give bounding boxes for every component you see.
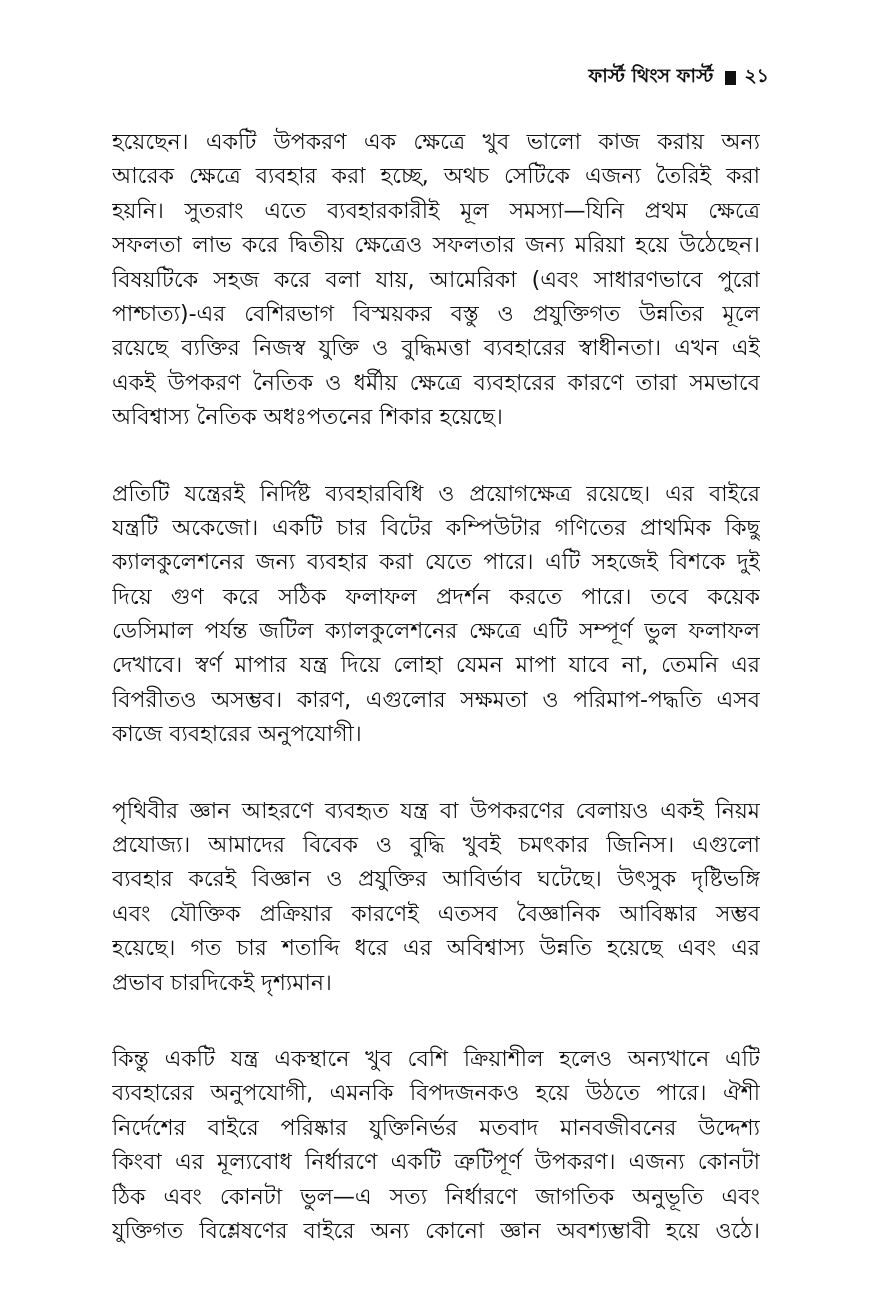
text-line: আরেক ক্ষেত্রে ব্যবহার করা হচ্ছে, অথচ সেটিকে এজন্য তৈরিই করা [112,164,760,190]
text-line: সফলতা লাভ করে দ্বিতীয় ক্ষেত্রেও সফলতার জন্য মরিয়া হয়ে উঠেছেন। [112,233,760,259]
text-line: যন্ত্রটি অকেজো। একটি চার বিটের কম্পিউটার গণিতের প্রাথমিক কিছু [112,515,760,541]
text-line: পৃথিবীর জ্ঞান আহরণে ব্যবহৃত যন্ত্র বা উপকরণের বেলায়ও একই নিয়ম [112,798,760,824]
running-header [588,62,769,94]
text-line: কিংবা এর মূল্যবোধ নির্ধারণে একটি ত্রুটিপূর্ণ উপকরণ। এজন্য কোনটা [112,1150,760,1176]
text-line: ডেসিমাল পর্যন্ত জটিল ক্যালকুলেশনের ক্ষেত্রে এটি সম্পূর্ণ ভুল ফলাফল [112,619,760,645]
text-line: বিষয়টিকে সহজ করে বলা যায়, আমেরিকা (এবং সাধারণভাবে পুরো [112,267,760,293]
text-line: একই উপকরণ নৈতিক ও ধর্মীয় ক্ষেত্রে ব্যবহারের কারণে তারা সমভাবে [112,370,760,396]
text-line: বিপরীতও অসম্ভব। কারণ, এগুলোর সক্ষমতা ও পরিমাপ-পদ্ধতি এসব [112,687,760,713]
text-line: অবিশ্বাস্য নৈতিক অধঃপতনের শিকার হয়েছে। [112,405,503,431]
text-line: হয়নি। সুতরাং এতে ব্যবহারকারীই মূল সমস্যা—যিনি প্রথম ক্ষেত্রে [112,198,760,224]
text-line: কিন্তু একটি যন্ত্র একস্থানে খুব বেশি ক্রিয়াশীল হলেও অন্যখানে এটি [112,1046,760,1072]
text-line: কাজে ব্যবহারের অনুপযোগী। [112,722,362,748]
text-line: ক্যালকুলেশনের জন্য ব্যবহার করা যেতে পারে। এটি সহজেই বিশকে দুই [112,550,760,576]
running-title: ফার্স্ট থিংস ফার্স্ট [588,65,714,87]
text-line: ব্যবহারের অনুপযোগী, এমনকি বিপদজনকও হয়ে উঠতে পারে। ঐশী [112,1081,760,1107]
text-line: পাশ্চাত্য)-এর বেশিরভাগ বিস্ময়কর বস্তু ও প্রযুক্তিগত উন্নতির মূলে [112,301,760,327]
text-line: প্রভাব চারদিকেই দৃশ্যমান। [112,970,332,996]
square-bullet-icon [725,71,736,85]
text-line: দেখাবে। স্বর্ণ মাপার যন্ত্র দিয়ে লোহা যেমন মাপা যাবে না, তেমনি এর [112,653,760,679]
paragraph-1 [112,126,760,436]
text-line: নির্দেশের বাইরে পরিষ্কার যুক্তিনির্ভর মতবাদ মানবজীবনের উদ্দেশ্য [112,1115,760,1141]
text-line: ব্যবহার করেই বিজ্ঞান ও প্রযুক্তির আবির্ভাব ঘটেছে। উৎসুক দৃষ্টিভঙ্গি [112,867,760,893]
text-line: হয়েছেন। একটি উপকরণ এক ক্ষেত্রে খুব ভালো কাজ করায় অন্য [112,130,760,155]
text-line: দিয়ে গুণ করে সঠিক ফলাফল প্রদর্শন করতে পারে। তবে কয়েক [112,584,760,610]
body-text [112,126,760,1291]
text-line: যুক্তিগত বিশ্লেষণের বাইরে অন্য কোনো জ্ঞান অবশ্যম্ভাবী হয়ে ওঠে। [112,1218,760,1244]
text-line: এবং যৌক্তিক প্রক্রিয়ার কারণেই এতসব বৈজ্ঞানিক আবিষ্কার সম্ভব [112,901,760,927]
text-line: ঠিক এবং কোনটা ভুল—এ সত্য নির্ধারণে জাগতিক অনুভূতি এবং [112,1184,760,1210]
paragraph-3 [112,795,760,1001]
page-number: ২১ [744,65,769,87]
text-line: প্রযোজ্য। আমাদের বিবেক ও বুদ্ধি খুবই চমৎকার জিনিস। এগুলো [112,833,760,859]
text-line: হয়েছে। গত চার শতাব্দি ধরে এর অবিশ্বাস্য উন্নতি হয়েছে এবং এর [112,936,760,962]
text-line: রয়েছে ব্যক্তির নিজস্ব যুক্তি ও বুদ্ধিমত্তা ব্যবহারের স্বাধীনতা। এখন এই [112,336,760,362]
paragraph-2 [112,478,760,753]
paragraph-4 [112,1043,760,1249]
text-line: প্রতিটি যন্ত্রেরই নির্দিষ্ট ব্যবহারবিধি ও প্রয়োগক্ষেত্র রয়েছে। এর বাইরে [112,481,760,507]
